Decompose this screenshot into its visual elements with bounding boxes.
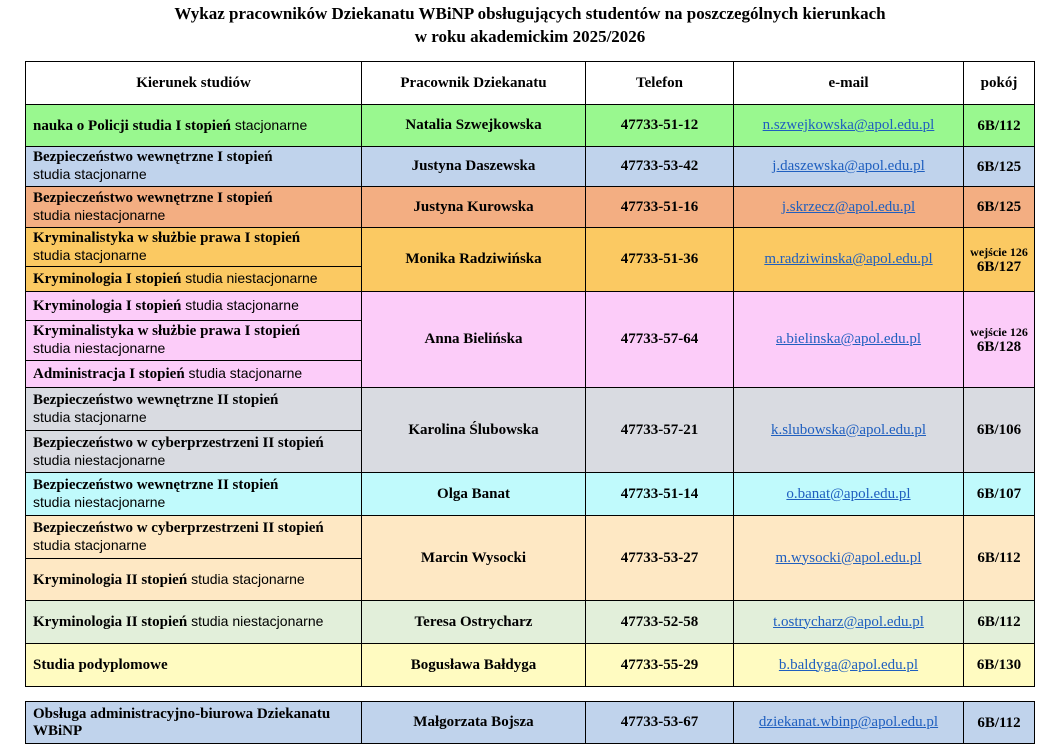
room-number: 6B/112 <box>964 105 1035 147</box>
email-link[interactable]: n.szwejkowska@apol.edu.pl <box>762 117 935 133</box>
phone-number: 47733-51-14 <box>586 473 734 516</box>
email-cell <box>734 388 964 473</box>
header-kierunek: Kierunek studiów <box>26 62 362 105</box>
table-row <box>26 292 1035 321</box>
room-number: 6B/112 <box>964 516 1035 601</box>
table-row <box>26 473 1035 516</box>
table-row <box>26 702 1035 744</box>
title-line-2: w roku akademickim 2025/2026 <box>414 27 646 46</box>
direction-cell: Bezpieczeństwo wewnętrzne I stopień studia stacjonarne <box>26 147 362 187</box>
room-entrance: wejście 126 <box>970 244 1028 259</box>
staff-table <box>25 61 1035 687</box>
email-cell <box>734 292 964 388</box>
room-number: wejście 126 6B/128 <box>964 292 1035 388</box>
phone-number: 47733-55-29 <box>586 644 734 687</box>
direction-cell: Kryminologia II stopień studia niestacjonarne <box>26 601 362 644</box>
direction-cell: Bezpieczeństwo w cyberprzestrzeni II stopień studia stacjonarne <box>26 516 362 559</box>
staff-name: Marcin Wysocki <box>362 516 586 601</box>
table-header-row <box>26 62 1035 105</box>
phone-number: 47733-53-27 <box>586 516 734 601</box>
table-row <box>26 601 1035 644</box>
email-link[interactable]: b.baldyga@apol.edu.pl <box>778 656 919 673</box>
table-row <box>26 187 1035 228</box>
direction-cell: Bezpieczeństwo w cyberprzestrzeni II stopień studia niestacjonarne <box>26 431 362 473</box>
direction-cell: Kryminologia I stopień studia stacjonarne <box>26 292 362 321</box>
table-row <box>26 516 1035 559</box>
room-number: 6B/125 <box>964 187 1035 228</box>
staff-name: Karolina Ślubowska <box>362 388 586 473</box>
direction-cell: Administracja I stopień studia stacjonarne <box>26 361 362 388</box>
room-number: 6B/106 <box>964 388 1035 473</box>
email-cell <box>734 105 964 147</box>
email-cell <box>734 702 964 744</box>
phone-number: 47733-57-64 <box>586 292 734 388</box>
email-link[interactable]: j.skrzecz@apol.edu.pl <box>781 198 916 215</box>
email-link[interactable]: o.banat@apol.edu.pl <box>786 485 911 502</box>
email-cell <box>734 187 964 228</box>
direction-cell: Bezpieczeństwo wewnętrzne I stopień studia niestacjonarne <box>26 187 362 228</box>
staff-name: Małgorzata Bojsza <box>362 702 586 744</box>
header-telefon: Telefon <box>586 62 734 105</box>
table-row <box>26 388 1035 431</box>
staff-name: Teresa Ostrycharz <box>362 601 586 644</box>
room-number: 6B/112 <box>964 601 1035 644</box>
phone-number: 47733-51-12 <box>586 105 734 147</box>
phone-number: 47733-53-67 <box>586 702 734 744</box>
header-pracownik: Pracownik Dziekanatu <box>362 62 586 105</box>
staff-name: Monika Radziwińska <box>362 228 586 292</box>
table-row <box>26 228 1035 267</box>
staff-name: Anna Bielińska <box>362 292 586 388</box>
phone-number: 47733-57-21 <box>586 388 734 473</box>
room-number: wejście 126 6B/127 <box>964 228 1035 292</box>
email-cell <box>734 644 964 687</box>
room-entrance: wejście 126 <box>970 324 1028 339</box>
staff-name: Justyna Daszewska <box>362 147 586 187</box>
email-link[interactable]: dziekanat.wbinp@apol.edu.pl <box>758 714 939 730</box>
room-number: 6B/125 <box>964 147 1035 187</box>
email-link[interactable]: a.bielinska@apol.edu.pl <box>775 331 922 347</box>
room-number: 6B/130 <box>964 644 1035 687</box>
direction-cell: Kryminologia I stopień studia niestacjonarne <box>26 267 362 292</box>
direction-cell: Kryminologia II stopień studia stacjonarne <box>26 559 362 601</box>
table-row <box>26 105 1035 147</box>
table-row <box>26 644 1035 687</box>
staff-name: Bogusława Bałdyga <box>362 644 586 687</box>
room-number: 6B/112 <box>964 702 1035 744</box>
header-pokoj: pokój <box>964 62 1035 105</box>
email-link[interactable]: j.daszewska@apol.edu.pl <box>772 158 925 174</box>
phone-number: 47733-52-58 <box>586 601 734 644</box>
email-cell <box>734 516 964 601</box>
phone-number: 47733-51-36 <box>586 228 734 292</box>
room-number: 6B/107 <box>964 473 1035 516</box>
page-title <box>0 0 1060 48</box>
header-email: e-mail <box>734 62 964 105</box>
phone-number: 47733-53-42 <box>586 147 734 187</box>
staff-name: Olga Banat <box>362 473 586 516</box>
staff-name: Justyna Kurowska <box>362 187 586 228</box>
email-cell <box>734 601 964 644</box>
email-link[interactable]: m.wysocki@apol.edu.pl <box>775 549 922 566</box>
email-link[interactable]: k.slubowska@apol.edu.pl <box>770 421 927 438</box>
table-row <box>26 147 1035 187</box>
title-line-1: Wykaz pracowników Dziekanatu WBiNP obsługujących studentów na poszczególnych kierunkach <box>174 4 886 23</box>
direction-cell: Kryminalistyka w służbie prawa I stopień studia niestacjonarne <box>26 321 362 361</box>
staff-name: Natalia Szwejkowska <box>362 105 586 147</box>
direction-cell: Studia podyplomowe <box>26 644 362 687</box>
direction-cell: Bezpieczeństwo wewnętrzne II stopień studia stacjonarne <box>26 388 362 431</box>
email-cell <box>734 147 964 187</box>
direction-cell: Bezpieczeństwo wewnętrzne II stopień studia niestacjonarne <box>26 473 362 516</box>
admin-table <box>25 701 1035 744</box>
phone-number: 47733-51-16 <box>586 187 734 228</box>
email-cell <box>734 228 964 292</box>
direction-cell: nauka o Policji studia I stopień stacjonarne <box>26 105 362 147</box>
email-link[interactable]: t.ostrycharz@apol.edu.pl <box>773 613 924 630</box>
email-cell <box>734 473 964 516</box>
email-link[interactable]: m.radziwinska@apol.edu.pl <box>764 251 933 267</box>
direction-cell: Obsługa administracyjno-biurowa Dziekanatu WBiNP <box>26 702 362 744</box>
direction-cell: Kryminalistyka w służbie prawa I stopień studia stacjonarne <box>26 228 362 267</box>
